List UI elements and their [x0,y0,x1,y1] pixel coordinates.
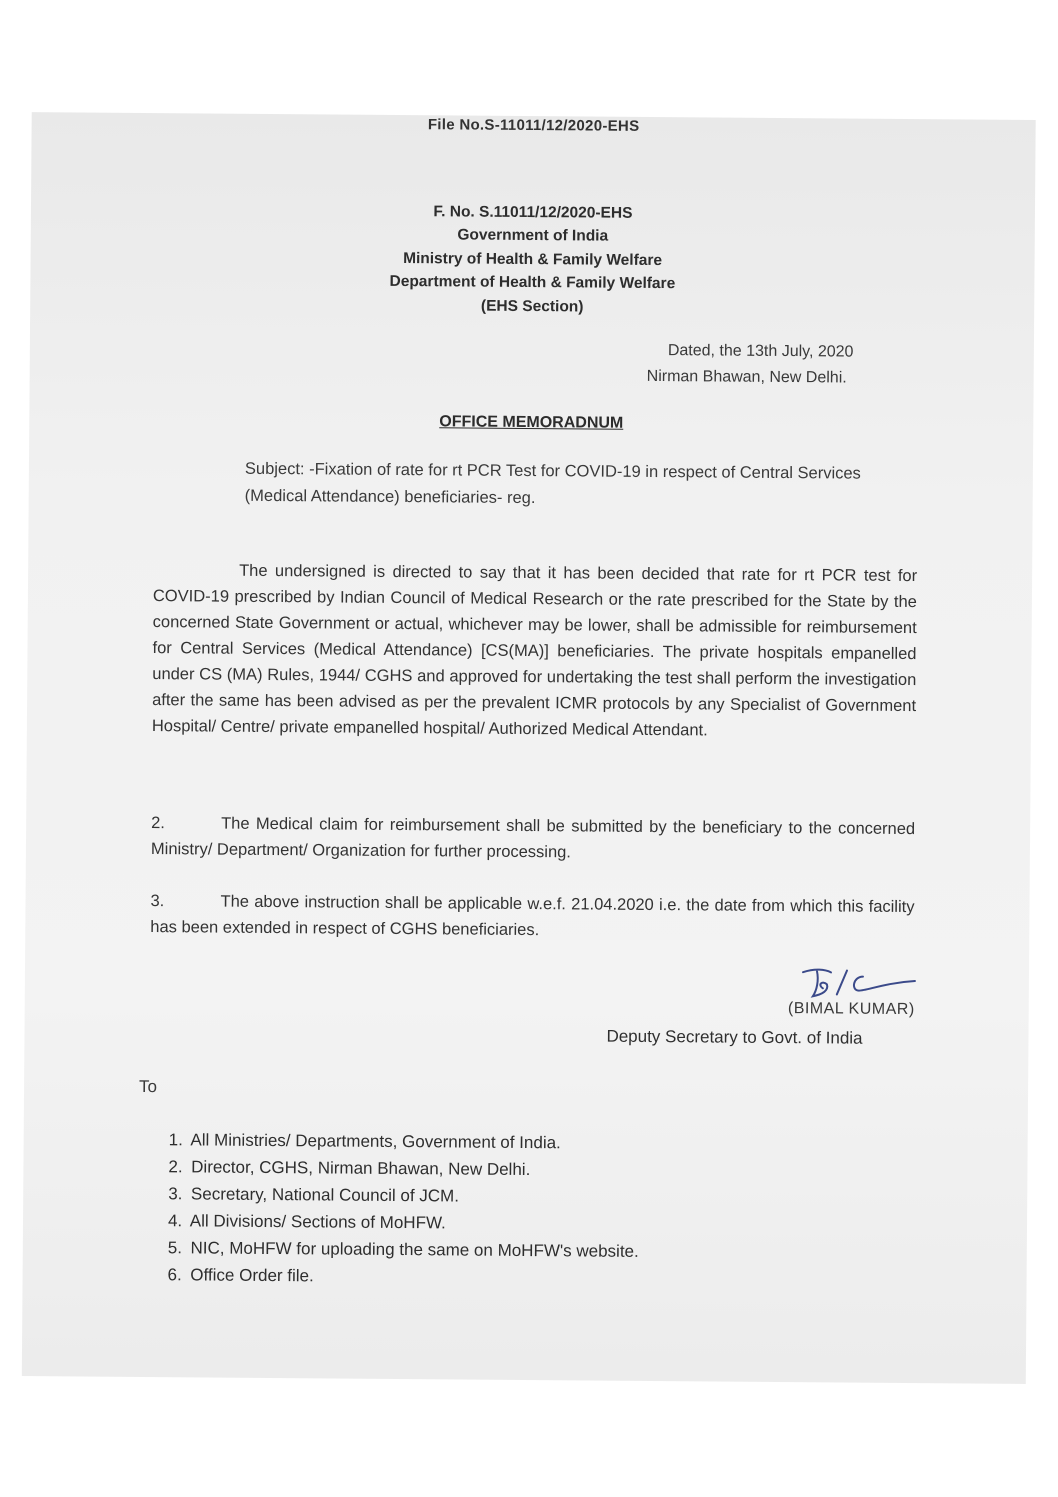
to-label: To [139,1076,158,1097]
list-item [168,1180,639,1211]
place-line: Nirman Bhawan, New Delhi. [646,367,847,387]
list-item-text: NIC, MoHFW for uploading the same on MoHFW's website. [190,1238,639,1261]
list-item-number: 6. [167,1265,182,1285]
indent [153,575,239,576]
department-line: Department of Health & Family Welfare [389,272,676,293]
government-line: Government of India [457,226,609,245]
date-line: Dated, the 13th July, 2020 [667,342,854,361]
list-item-text: All Divisions/ Sections of MoHFW. [189,1211,446,1233]
list-item [169,1126,640,1157]
file-number-top: File No.S-11011/12/2020-EHS [427,116,640,135]
paragraph-2-text: The Medical claim for reimbursement shall be submitted by the beneficiary to the concerned Ministry/ Department/ Organization for further processing. [150,814,916,862]
list-item-text: Office Order file. [190,1265,314,1286]
list-item-number: 3. [168,1184,183,1204]
list-item [167,1261,638,1292]
ministry-line: Ministry of Health & Family Welfare [403,250,663,270]
paragraph-2-number: 2. [151,814,165,833]
list-item-text: All Ministries/ Departments, Government of India. [190,1130,561,1153]
document-page [22,112,1036,1384]
list-item [168,1153,639,1184]
paragraph-3 [150,888,914,946]
list-item [168,1234,639,1265]
signatory-name: (BIMAL KUMAR) [787,1000,915,1019]
list-item-number: 2. [168,1157,183,1177]
paragraph-3-text: The above instruction shall be applicable w.e.f. 21.04.2020 i.e. the date from which this facility has been extended in respect of CGHS beneficiaries. [150,892,915,940]
signatory-designation: Deputy Secretary to Govt. of India [606,1026,863,1048]
section-line: (EHS Section) [480,297,584,316]
memo-title: OFFICE MEMORADNUM [439,413,624,432]
paragraph-3-number: 3. [150,892,165,911]
paragraph-1 [152,557,917,745]
list-item-text: Director, CGHS, Nirman Bhawan, New Delhi. [191,1157,531,1180]
list-item-number: 5. [167,1238,183,1258]
list-item-number: 1. [168,1130,183,1150]
recipient-list [167,1126,639,1292]
subject: Subject: -Fixation of rate for rt PCR Test for COVID-19 in respect of Central Services (Medical Attendance) beneficiaries- reg. [244,459,861,508]
list-item [168,1207,639,1238]
file-number: F. No. S.11011/12/2020-EHS [433,203,633,222]
paragraph-1-text: The undersigned is directed to say that it has been decided that rate for rt PCR test for COVID-19 prescribed by Indian Council of Medical Research or the rate prescribed for the State by the concerned State Government or actual, whichever may be lower, shall be admissible for reimbursement for Central Services (Medical Attendance) [CS(MA)] beneficiaries. The private hospitals empanelled under CS (MA) Rules, 1944/ CGHS and approved for undertaking the test shall perform the investigation after the same has been advised as per the prevalent ICMR protocols by any Specialist of Government Hospital/ Centre/ private empanelled hospital/ Authorized Medical Attendant. [151,561,918,740]
list-item-text: Secretary, National Council of JCM. [190,1184,460,1206]
list-item-number: 4. [167,1211,183,1231]
paragraph-2 [151,810,915,868]
signature-mark [795,960,925,1005]
